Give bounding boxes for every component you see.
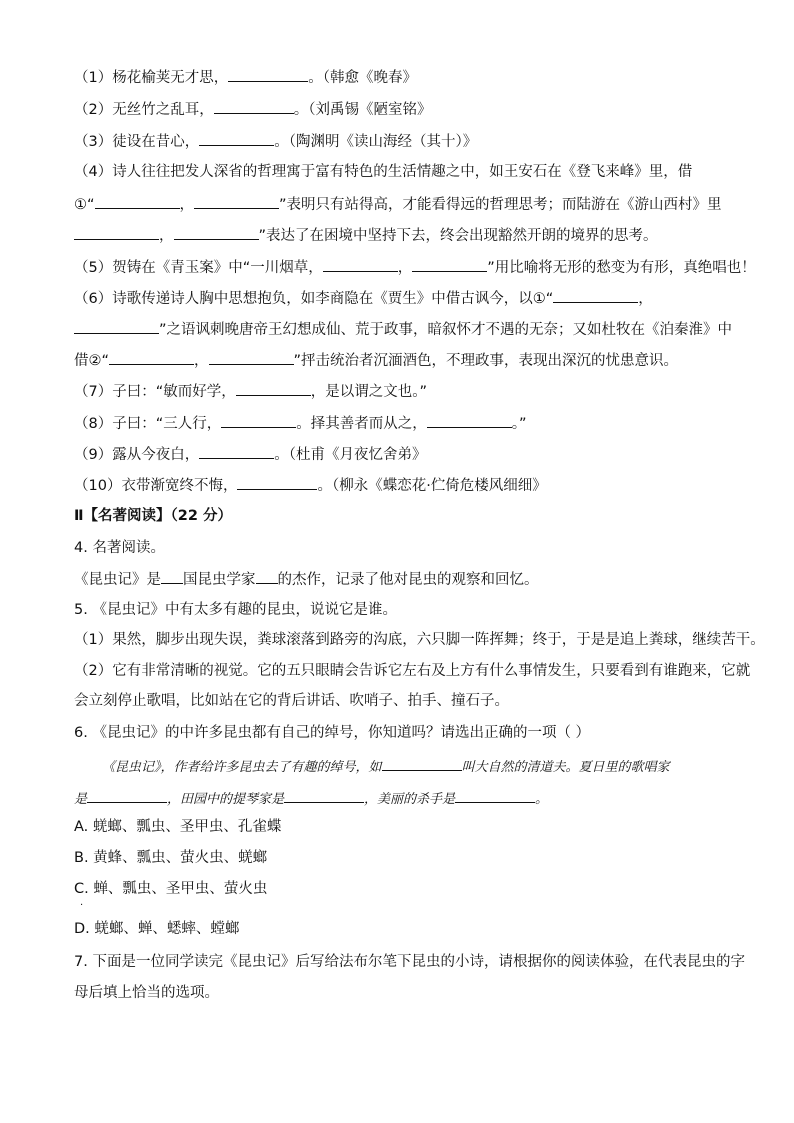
q3-item-6-line3 <box>74 349 678 371</box>
q6-passage-c: 是 <box>74 792 88 807</box>
q4-text-a: 《昆虫记》是 <box>74 572 161 588</box>
comma: ， <box>397 260 413 276</box>
comma: ， <box>194 353 209 369</box>
answer-blank[interactable] <box>455 787 535 803</box>
q6-stem: 6. 《昆虫记》的中许多昆虫都有自己的绰号，你知道吗？请选出正确的一项（ ） <box>74 725 591 741</box>
q7-stem-line2: 母后填上恰当的选项。 <box>74 985 219 1001</box>
answer-blank[interactable] <box>87 787 167 803</box>
answer-blank[interactable] <box>174 224 259 240</box>
q6-option-b[interactable]: B. 黄蜂、瓢虫、萤火虫、蜣螂 <box>74 850 268 866</box>
answer-blank[interactable] <box>221 412 296 428</box>
q6-passage-e: ，美丽的杀手是 <box>364 792 456 807</box>
answer-blank[interactable] <box>199 130 274 146</box>
q3-item-1-text: （1）杨花榆荚无才思， <box>74 70 229 86</box>
answer-blank[interactable] <box>237 474 317 490</box>
q3-item-4-line1 <box>74 162 692 182</box>
q3-item-2 <box>74 98 431 120</box>
q3-item-4-line3 <box>74 224 658 246</box>
q3-item-8 <box>74 412 527 434</box>
q3-item-1 <box>74 66 417 88</box>
q6-option-a[interactable]: A. 蜣螂、瓢虫、圣甲虫、孔雀蝶 <box>74 819 282 835</box>
q3-item-10-text: （10）衣带渐宽终不悔， <box>74 478 238 494</box>
stray-dot: · <box>80 900 84 911</box>
q3-item-3-text: （3）徒设在昔心， <box>74 134 200 150</box>
q3-item-1-source: 。（韩愈《晚春》 <box>308 70 417 86</box>
answer-blank[interactable] <box>256 568 278 584</box>
answer-blank[interactable] <box>412 256 487 272</box>
answer-blank[interactable] <box>109 349 194 365</box>
answer-blank[interactable] <box>236 380 311 396</box>
q3-item-4-line2 <box>74 193 722 215</box>
q3-item-7 <box>74 380 427 402</box>
q6-passage-a: 《昆虫记》，作者给许多昆虫去了有趣的绰号，如 <box>102 760 382 775</box>
q4-stem: 4. 名著阅读。 <box>74 540 165 556</box>
q5-item-1: （1）果然，脚步出现失误，粪球滚落到路旁的沟底，六只脚一阵挥舞；终于，于是是追上粪球，继续苦干。 <box>74 632 765 648</box>
q3-item-6-cont: ”之语讽刺晚唐帝王幻想成仙、荒于政事，暗叙怀才不遇的无奈；又如杜牧在《泊秦淮》中 <box>159 322 733 338</box>
q5-stem: 5. 《昆虫记》中有太多有趣的昆虫，说说它是谁。 <box>74 602 397 618</box>
answer-blank[interactable] <box>382 755 462 771</box>
q3-item-6-end: ”抨击统治者沉湎酒色，不理政事，表现出深沉的忧患意识。 <box>293 353 679 369</box>
q3-item-9 <box>74 443 426 465</box>
q6-option-d[interactable]: D. 蜣螂、蝉、蟋蟀、螳螂 <box>74 921 240 937</box>
answer-blank[interactable] <box>228 66 308 82</box>
comma: ， <box>179 197 195 213</box>
answer-blank[interactable] <box>214 98 294 114</box>
q6-passage-line1 <box>102 755 670 778</box>
q3-item-8-mid: 。择其善者而从之， <box>296 416 427 432</box>
comma: ， <box>638 291 653 307</box>
q3-item-7-end: ，是以谓之文也。” <box>310 384 428 400</box>
q4-fill <box>74 568 539 590</box>
answer-blank[interactable] <box>95 193 180 209</box>
q3-item-9-source: 。（杜甫《月夜忆舍弟》 <box>274 447 427 463</box>
answer-blank[interactable] <box>194 193 279 209</box>
answer-blank[interactable] <box>323 256 398 272</box>
q3-item-2-source: 。（刘禹锡《陋室铭》 <box>293 102 432 118</box>
answer-blank[interactable] <box>74 224 159 240</box>
q3-item-3-source: 。（陶渊明《读山海经（其十）》 <box>274 134 478 150</box>
q3-item-8-text: （8）子曰：“三人行， <box>74 416 222 432</box>
q5-item-2-line1: （2）它有非常清晰的视觉。它的五只眼睛会告诉它左右及上方有什么事情发生，只要看到有谁跑来，它就 <box>74 663 751 679</box>
q3-item-5-end: ”用比喻将无形的愁变为有形，真绝唱也！ <box>487 260 756 276</box>
q6-passage-f: 。 <box>535 792 549 807</box>
q4-text-b: 国昆虫学家 <box>183 572 256 588</box>
q4-text-c: 的杰作，记录了他对昆虫的观察和回忆。 <box>277 572 539 588</box>
q3-item-7-text: （7）子曰：“敏而好学， <box>74 384 236 400</box>
q3-item-10 <box>74 474 547 496</box>
q3-item-4-end: ”表达了在困境中坚持下去，终会出现豁然开朗的境界的思考。 <box>258 228 658 244</box>
q3-item-10-source: 。（柳永《蝶恋花·伫倚危楼风细细》 <box>317 478 547 494</box>
q6-option-c[interactable]: C. 蝉、瓢虫、圣甲虫、萤火虫 <box>74 881 268 897</box>
q3-item-5-text: （5）贺铸在《青玉案》中“一川烟草， <box>74 260 323 276</box>
answer-blank[interactable] <box>199 443 274 459</box>
answer-blank[interactable] <box>553 287 638 303</box>
q7-stem-line1: 7. 下面是一位同学读完《昆虫记》后写给法布尔笔下昆虫的小诗，请根据你的阅读体验，在代表昆虫的字 <box>74 954 745 970</box>
answer-blank[interactable] <box>161 568 183 584</box>
q3-item-5 <box>74 256 756 278</box>
q3-item-4-prefix: ①“ <box>74 197 95 213</box>
q3-item-6-line2 <box>74 318 732 340</box>
q3-item-9-text: （9）露从今夜白， <box>74 447 200 463</box>
answer-blank[interactable] <box>427 412 512 428</box>
q3-item-3 <box>74 130 477 152</box>
q3-item-4-text: （4）诗人往往把发人深省的哲理寓于富有特色的生活情趣之中，如王安石在《登飞来峰》里，借 <box>74 164 693 180</box>
answer-blank[interactable] <box>284 787 364 803</box>
answer-blank[interactable] <box>74 318 159 334</box>
q6-passage-b: 叫大自然的清道夫。夏日里的歌唱家 <box>461 760 670 775</box>
q3-item-6-prefix: 借②“ <box>74 353 110 369</box>
answer-blank[interactable] <box>209 349 294 365</box>
q3-item-4-cont: ”表明只有站得高，才能看得远的哲理思考；而陆游在《游山西村》里 <box>279 197 722 213</box>
q3-item-8-end: 。” <box>511 416 527 432</box>
section-title: Ⅱ【名著阅读】（22 分） <box>74 508 233 524</box>
q3-item-6-text: （6）诗歌传递诗人胸中思想抱负，如李商隐在《贾生》中借古讽今，以①“ <box>74 291 554 307</box>
q3-item-6-line1 <box>74 287 653 309</box>
q6-passage-d: ，田园中的提琴家是 <box>167 792 285 807</box>
q6-passage-line2 <box>74 787 548 810</box>
q3-item-2-text: （2）无丝竹之乱耳， <box>74 102 214 118</box>
q5-item-2-line2: 会立刻停止歌唱，比如站在它的背后讲话、吹哨子、拍手、撞石子。 <box>74 693 509 709</box>
comma: ， <box>159 228 174 244</box>
